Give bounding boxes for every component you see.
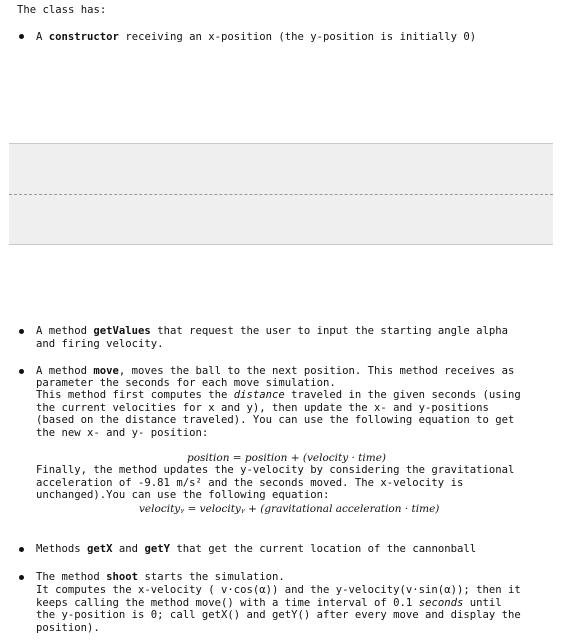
getxy-item: Methods getX and getY that get the current location of the cannonball [36, 543, 477, 555]
move-line-7: Finally, the method updates the y-velocity by considering the gravitational [36, 464, 515, 476]
bullet-icon [19, 575, 24, 580]
move-line-1: A method move, moves the ball to the next position. This method receives as [36, 365, 515, 377]
getvalues-line-2: and firing velocity. [36, 338, 164, 350]
dashed-divider [9, 194, 553, 195]
shoot-line-1: The method shoot starts the simulation. [36, 571, 285, 583]
bullet-icon [19, 547, 24, 552]
move-line-3: This method first computes the distance traveled in the given seconds (using [36, 389, 521, 401]
move-line-8: acceleration of -9.81 m/s² and the seconds moved. The x-velocity is [36, 477, 464, 489]
shoot-line-2: It computes the x-velocity ( v·cos(α)) and the y-velocity(v·sin(α)); then it [36, 584, 521, 596]
velocity-equation: velocityᵧ = velocityᵧ + (gravitational acceleration · time) [139, 503, 440, 515]
shoot-line-5: position). [36, 622, 100, 634]
shoot-line-3: keeps calling the method move() with a time interval of 0.1 seconds until [36, 597, 502, 609]
move-line-5: (based on the distance traveled). You can use the following equation to get [36, 414, 515, 426]
move-line-2: parameter the seconds for each move simulation. [36, 377, 336, 389]
move-line-4: the current velocities for x and y), then update the x- and y-positions [36, 402, 489, 414]
intro-text: The class has: [17, 4, 107, 16]
bullet-icon [19, 369, 24, 374]
position-equation: position = position + (velocity · time) [187, 452, 387, 464]
shoot-line-4: the y-position is 0; call getX() and getY() after every move and display the [36, 609, 521, 621]
constructor-item: A constructor receiving an x-position (the y-position is initially 0) [36, 31, 477, 43]
getvalues-line-1: A method getValues that request the user to input the starting angle alpha [36, 325, 508, 337]
bullet-icon [19, 34, 24, 39]
move-line-6: the new x- and y- position: [36, 427, 209, 439]
bullet-icon [19, 329, 24, 334]
answer-box[interactable] [9, 143, 553, 245]
move-line-9: unchanged).You can use the following equation: [36, 489, 330, 501]
